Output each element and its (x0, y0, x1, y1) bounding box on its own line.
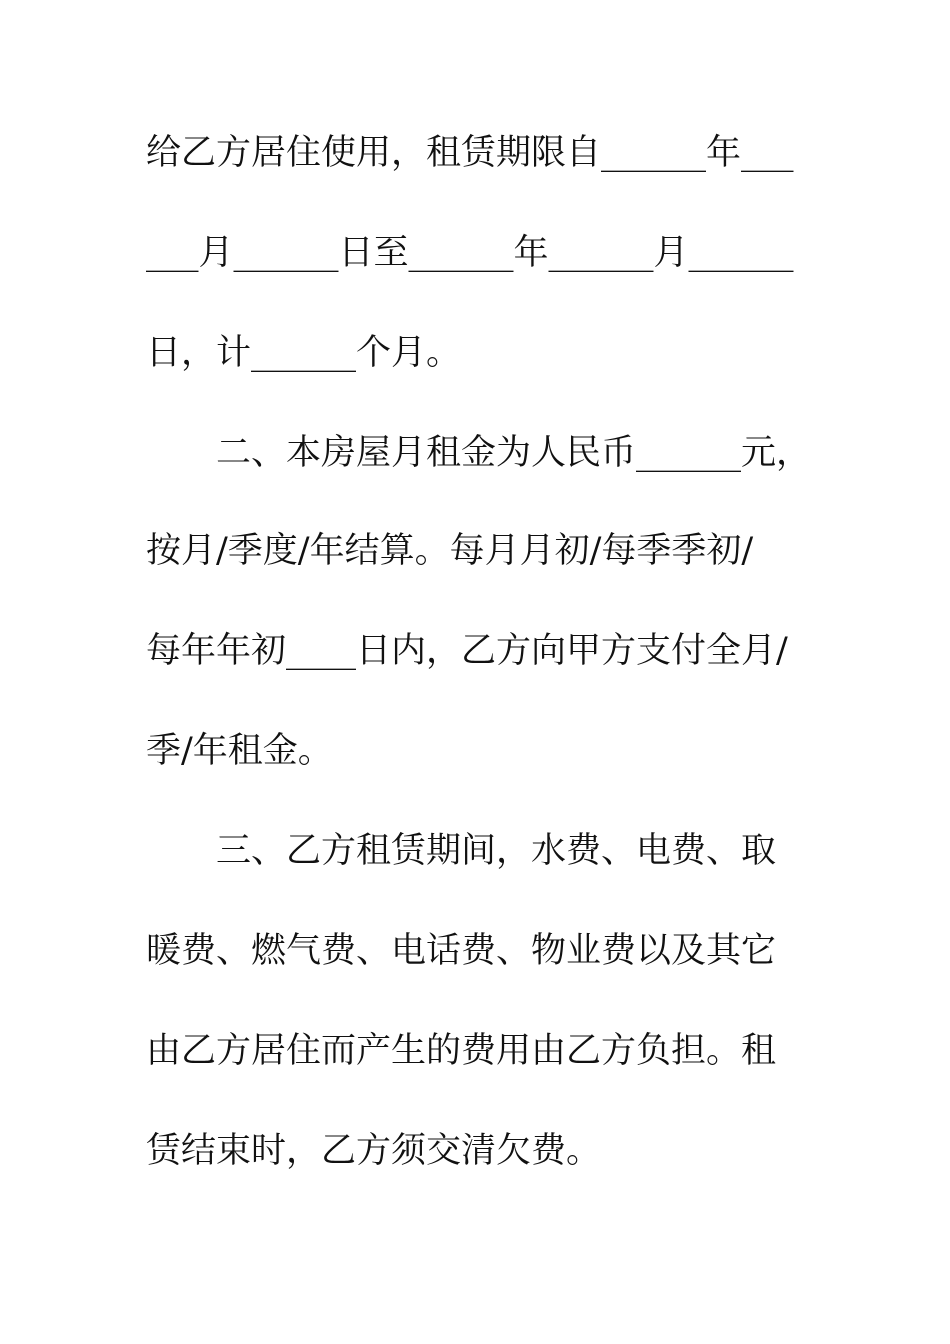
text-line: 暖费、燃气费、电话费、物业费以及其它 (146, 931, 777, 971)
text-line: 赁结束时，乙方须交清欠费。 (146, 1131, 602, 1171)
text-line: 每年年初____日内，乙方向甲方支付全月/ (146, 631, 788, 671)
paragraph-start-line: 二、本房屋月租金为人民币______元， (216, 433, 812, 473)
text-line: 给乙方居住使用，租赁期限自______年___ (146, 133, 794, 173)
text-line: 季/年租金。 (146, 731, 333, 771)
text-line: ___月______日至______年______月______ (146, 233, 794, 273)
paragraph-start-line: 三、乙方租赁期间，水费、电费、取 (216, 831, 777, 871)
text-line: 日，计______个月。 (146, 333, 462, 373)
text-line: 由乙方居住而产生的费用由乙方负担。租 (146, 1031, 777, 1071)
text-line: 按月/季度/年结算。每月月初/每季季初/ (146, 531, 754, 571)
